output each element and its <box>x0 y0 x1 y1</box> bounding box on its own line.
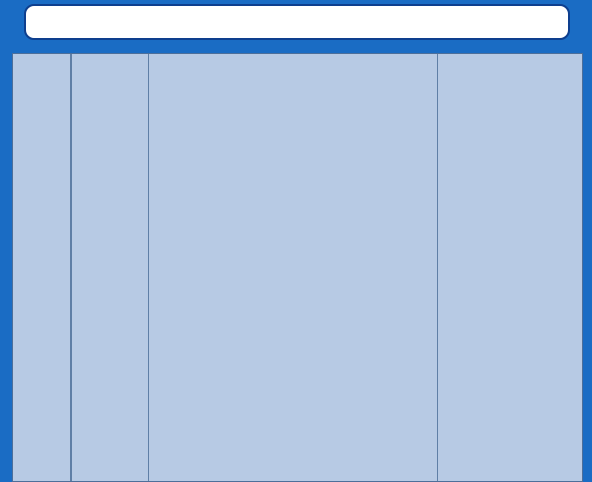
column-divider <box>437 54 438 481</box>
month-column <box>13 54 71 481</box>
column-divider <box>71 54 72 481</box>
column-divider <box>148 54 149 481</box>
calendar-table <box>12 53 583 482</box>
calendar-title-box <box>24 4 570 40</box>
